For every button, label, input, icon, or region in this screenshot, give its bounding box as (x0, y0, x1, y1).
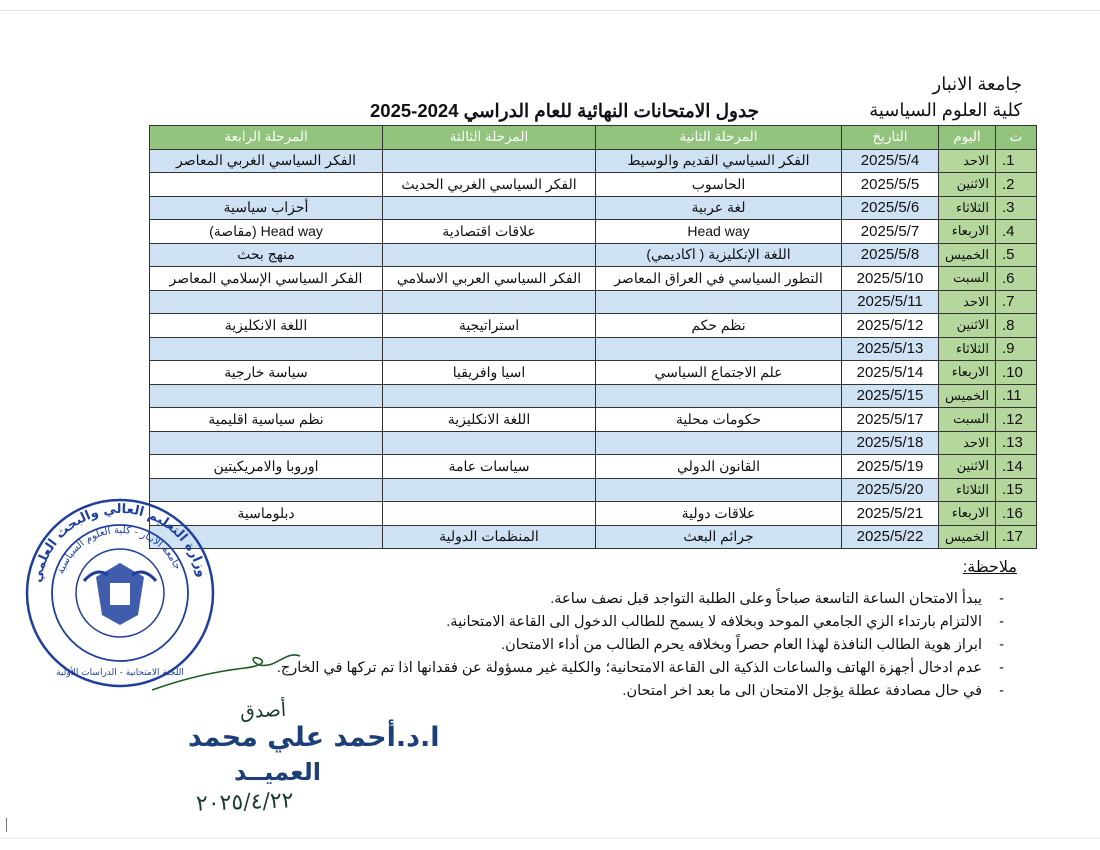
scan-edge-mark (6, 818, 7, 832)
scan-bottom-edge (0, 838, 1100, 839)
cell-stage-2: لغة عربية (596, 196, 842, 220)
cell-stage-3 (383, 337, 596, 361)
cell-stage-3 (383, 149, 596, 173)
cell-stage-4 (150, 431, 383, 455)
cell-stage-2: الفكر السياسي القديم والوسيط (596, 149, 842, 173)
cell-index: 13. (996, 431, 1037, 455)
cell-stage-3: الفكر السياسي الغربي الحديث (383, 173, 596, 197)
handwritten-scribble-icon (150, 640, 310, 700)
cell-day: الاحد (939, 290, 996, 314)
cell-date: 2025/5/5 (842, 173, 939, 197)
note-item: - الالتزام بارتداء الزي الجامعي الموحد وبخلافه لا يسمح للطالب الدخول الى القاعة الامتحانية. (277, 611, 982, 634)
cell-stage-3: المنظمات الدولية (383, 525, 596, 549)
university-name: جامعة الانبار (932, 74, 1022, 94)
note-item: - يبدأ الامتحان الساعة التاسعة صباحاً وعلى الطلبة التواجد قبل نصف ساعة. (277, 588, 982, 611)
cell-stage-2: جرائم البعث (596, 525, 842, 549)
cell-stage-4: Head way (مقاصة) (150, 220, 383, 244)
cell-stage-3 (383, 502, 596, 526)
cell-stage-3 (383, 290, 596, 314)
table-body (150, 149, 1037, 549)
cell-stage-2: اللغة الإنكليزية ( اكاديمي) (596, 243, 842, 267)
cell-stage-4: اللغة الانكليزية (150, 314, 383, 338)
cell-index: 17. (996, 525, 1037, 549)
cell-date: 2025/5/6 (842, 196, 939, 220)
cell-index: 6. (996, 267, 1037, 291)
cell-day: الاحد (939, 149, 996, 173)
col-header-stage-3: المرحلة الثالثة (383, 126, 596, 150)
cell-date: 2025/5/20 (842, 478, 939, 502)
cell-stage-4 (150, 337, 383, 361)
cell-day: الاحد (939, 431, 996, 455)
cell-stage-2: علم الاجتماع السياسي (596, 361, 842, 385)
cell-index: 16. (996, 502, 1037, 526)
cell-date: 2025/5/8 (842, 243, 939, 267)
table-row (150, 502, 1037, 526)
cell-date: 2025/5/13 (842, 337, 939, 361)
note-item: - عدم ادخال أجهزة الهاتف والساعات الذكية الى القاعة الامتحانية؛ والكلية غير مسؤولة عن فقدانها اذا تم تركها في الخارج. (277, 657, 982, 680)
table-row (150, 455, 1037, 479)
cell-day: الاربعاء (939, 220, 996, 244)
cell-index: 2. (996, 173, 1037, 197)
note-item: - ابراز هوية الطالب النافذة لهذا العام حصراً وبخلافه يحرم الطالب من أداء الامتحان. (277, 634, 982, 657)
cell-stage-2 (596, 431, 842, 455)
cell-stage-3: الفكر السياسي العربي الاسلامي (383, 267, 596, 291)
cell-stage-4: اوروبا والامريكيتين (150, 455, 383, 479)
cell-index: 4. (996, 220, 1037, 244)
cell-index: 5. (996, 243, 1037, 267)
cell-stage-3: اسيا وافريقيا (383, 361, 596, 385)
cell-day: السبت (939, 408, 996, 432)
table-row (150, 220, 1037, 244)
cell-stage-3 (383, 478, 596, 502)
table-row (150, 361, 1037, 385)
table-row (150, 314, 1037, 338)
note-item: - في حال مصادفة عطلة يؤجل الامتحان الى ما بعد اخر امتحان. (277, 680, 982, 703)
stamp-outer-text: وزارة التعليم العالي والبحث العلمي (29, 501, 210, 584)
scan-top-edge (0, 10, 1100, 11)
cell-stage-2: حكومات محلية (596, 408, 842, 432)
cell-index: 9. (996, 337, 1037, 361)
cell-stage-2 (596, 384, 842, 408)
cell-day: الاثنين (939, 314, 996, 338)
cell-index: 12. (996, 408, 1037, 432)
col-header-stage-2: المرحلة الثانية (596, 126, 842, 150)
cell-index: 8. (996, 314, 1037, 338)
table-row (150, 290, 1037, 314)
cell-stage-3 (383, 431, 596, 455)
cell-date: 2025/5/17 (842, 408, 939, 432)
cell-date: 2025/5/15 (842, 384, 939, 408)
table-row (150, 149, 1037, 173)
cell-stage-3 (383, 243, 596, 267)
col-header-stage-4: المرحلة الرابعة (150, 126, 383, 150)
cell-index: 10. (996, 361, 1037, 385)
college-name: كلية العلوم السياسية (869, 100, 1022, 120)
notes-list (277, 588, 982, 703)
cell-date: 2025/5/22 (842, 525, 939, 549)
cell-stage-4: أحزاب سياسية (150, 196, 383, 220)
cell-date: 2025/5/12 (842, 314, 939, 338)
cell-stage-2: نظم حكم (596, 314, 842, 338)
cell-stage-4: دبلوماسية (150, 502, 383, 526)
cell-date: 2025/5/10 (842, 267, 939, 291)
cell-stage-3: اللغة الانكليزية (383, 408, 596, 432)
cell-day: الثلاثاء (939, 196, 996, 220)
table-row (150, 173, 1037, 197)
table-row (150, 384, 1037, 408)
table-row (150, 431, 1037, 455)
cell-stage-2: Head way (596, 220, 842, 244)
cell-day: الخميس (939, 243, 996, 267)
cell-day: الثلاثاء (939, 478, 996, 502)
cell-index: 1. (996, 149, 1037, 173)
col-header-index: ت (996, 126, 1037, 150)
cell-stage-3: استراتيجية (383, 314, 596, 338)
document-title: جدول الامتحانات النهائية للعام الدراسي 2024-2025 (370, 100, 760, 121)
cell-date: 2025/5/11 (842, 290, 939, 314)
cell-stage-2 (596, 290, 842, 314)
cell-stage-2: التطور السياسي في العراق المعاصر (596, 267, 842, 291)
cell-stage-2 (596, 337, 842, 361)
cell-date: 2025/5/21 (842, 502, 939, 526)
exam-schedule-table (149, 125, 1037, 549)
cell-stage-2: القانون الدولي (596, 455, 842, 479)
table-row (150, 337, 1037, 361)
table-header (150, 126, 1037, 150)
cell-day: الخميس (939, 384, 996, 408)
table-row (150, 408, 1037, 432)
table-row (150, 267, 1037, 291)
eagle-emblem-icon (84, 563, 156, 625)
stamp-bottom-text: اللجنة الامتحانية - الدراسات الأولية (56, 668, 184, 678)
table-row (150, 478, 1037, 502)
table-row (150, 196, 1037, 220)
cell-stage-4 (150, 384, 383, 408)
cell-day: الاربعاء (939, 502, 996, 526)
approval-handwriting: أصدق (239, 698, 287, 724)
cell-stage-4: نظم سياسية اقليمية (150, 408, 383, 432)
cell-stage-2 (596, 478, 842, 502)
cell-stage-4: منهج بحث (150, 243, 383, 267)
signature-date: ٢٠٢٥/٤/٢٢ (195, 788, 294, 817)
cell-stage-4: الفكر السياسي الغربي المعاصر (150, 149, 383, 173)
cell-index: 15. (996, 478, 1037, 502)
table-row (150, 525, 1037, 549)
col-header-date: التاريخ (842, 126, 939, 150)
cell-stage-3 (383, 196, 596, 220)
dean-title: العميــد (234, 758, 321, 786)
cell-stage-3: علاقات اقتصادية (383, 220, 596, 244)
cell-stage-3 (383, 384, 596, 408)
cell-day: الاربعاء (939, 361, 996, 385)
cell-date: 2025/5/14 (842, 361, 939, 385)
cell-date: 2025/5/4 (842, 149, 939, 173)
cell-day: الخميس (939, 525, 996, 549)
cell-stage-4: الفكر السياسي الإسلامي المعاصر (150, 267, 383, 291)
cell-day: الثلاثاء (939, 337, 996, 361)
cell-stage-3: سياسات عامة (383, 455, 596, 479)
cell-stage-2: علاقات دولية (596, 502, 842, 526)
stamp-inner-text: جامعة الانبار - كلية العلوم السياسية (55, 524, 183, 576)
cell-day: الاثنين (939, 173, 996, 197)
dean-name: ا.د.أحمد علي محمد (188, 722, 440, 753)
cell-index: 14. (996, 455, 1037, 479)
cell-stage-4 (150, 173, 383, 197)
cell-date: 2025/5/19 (842, 455, 939, 479)
cell-date: 2025/5/7 (842, 220, 939, 244)
cell-stage-4 (150, 290, 383, 314)
table-row (150, 243, 1037, 267)
cell-date: 2025/5/18 (842, 431, 939, 455)
cell-stage-2: الحاسوب (596, 173, 842, 197)
col-header-day: اليوم (939, 126, 996, 150)
cell-day: السبت (939, 267, 996, 291)
cell-index: 7. (996, 290, 1037, 314)
notes-title: ملاحظة: (962, 559, 1017, 576)
cell-day: الاثنين (939, 455, 996, 479)
cell-index: 11. (996, 384, 1037, 408)
cell-stage-4: سياسة خارجية (150, 361, 383, 385)
cell-index: 3. (996, 196, 1037, 220)
header-row (150, 126, 1037, 150)
